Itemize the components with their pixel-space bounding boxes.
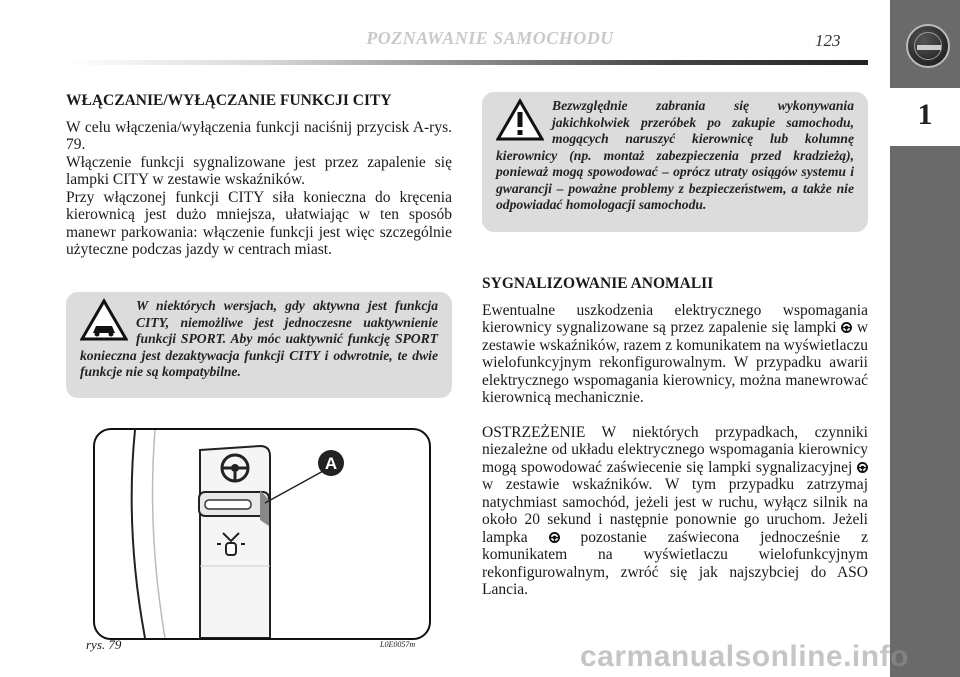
dashboard-button-illustration	[95, 430, 429, 638]
paragraph-city-2: Włączenie funkcji sygnalizowane jest przez zapalenie się lampki CITY w zestawie wskaźników.	[66, 153, 452, 188]
figure-code: L0E0057m	[380, 640, 416, 649]
figure-caption: rys. 79	[86, 637, 122, 652]
steering-warning-lamp-icon	[549, 532, 560, 543]
paragraph-anomalies-2a: OSTRZEŻENIE W niektórych przypadkach, czynniki niezależne od układu elektrycznego wspomagania kierownicy mogą spowodować zaświecenie się lampki sygnalizacyjnej	[482, 423, 868, 476]
warning-box	[482, 92, 868, 232]
paragraph-anomalies-1	[482, 302, 868, 407]
section-heading-anomalies: SYGNALIZOWANIE ANOMALII	[482, 275, 714, 292]
paragraph-anomalies-1b: w zestawie wskaźników, razem z komunikatem na wyświetlaczu wielofunkcyjnym rekonfigurowalnym. W przypadku awarii elektrycznego wspomagania kierownicy, można manewrować kierownicą mechanicznie.	[482, 319, 869, 406]
car-note-icon	[80, 298, 128, 342]
section-heading-city: WŁĄCZANIE/WYŁĄCZANIE FUNKCJI CITY	[66, 92, 392, 109]
header-rule	[65, 60, 868, 65]
note-box	[66, 292, 452, 398]
warning-text: Bezwzględnie zabrania się wykonywania jakichkolwiek przeróbek po zakupie samochodu, mogących naruszyć kierownicę lub kolumnę kierownicy (np. montaż zabezpieczenia przed kradzieżą), ponieważ mogą spowodować – oprócz utraty osiągów systemu i gwarancji – poważne problemy z bezpieczeństwem, a także nie odpowiadać homologacji samochodu.	[496, 98, 854, 212]
warning-triangle-icon	[496, 98, 544, 142]
paragraph-anomalies-2	[482, 424, 868, 599]
watermark: carmanualsonline.info	[580, 640, 909, 673]
chapter-tab[interactable]	[890, 88, 960, 146]
paragraph-anomalies-1a: Ewentualne uszkodzenia elektrycznego wspomagania kierownicy sygnalizowane są przez zapalenie się lampki	[482, 301, 868, 336]
paragraph-city-3: Przy włączonej funkcji CITY siła konieczna do kręcenia kierownicą jest dużo mniejsza, ułatwiając w ten sposób manewr parkowania: włączenie funkcji jest więc szczególnie użyteczne podczas jazdy w centrach miast.	[66, 188, 452, 258]
brand-logo-icon	[906, 24, 950, 68]
right-column	[482, 275, 868, 599]
running-header: POZNAWANIE SAMOCHODU	[366, 28, 614, 48]
steering-warning-lamp-icon	[841, 322, 852, 333]
steering-warning-lamp-icon	[857, 462, 868, 473]
page-number: 123	[815, 31, 841, 50]
paragraph-city-1: W celu włączenia/wyłączenia funkcji naciśnij przycisk A-rys. 79.	[66, 118, 452, 153]
left-column	[66, 92, 452, 259]
chapter-number: 1	[917, 98, 933, 131]
callout-label: A	[324, 454, 338, 473]
paragraph-anomalies-2c: pozostanie zaświecona jednocześnie z komunikatem na wyświetlaczu wielofunkcyjnym rekonfigurowalnym, zwróć się jak najszybciej do ASO Lancia.	[482, 528, 869, 598]
figure-rys-79	[93, 428, 431, 640]
note-text: W niektórych wersjach, gdy aktywna jest funkcja CITY, niemożliwe jest jednoczesne uaktywnienie funkcji SPORT. Aby móc uaktywnić funkcję SPORT konieczna jest dezaktywacja funkcji CITY i odwrotnie, te dwie funkcje nie są kompatybilne.	[80, 298, 438, 379]
paragraph-anomalies-2b: w zestawie wskaźników. W tym przypadku zatrzymaj natychmiast samochód, jeżeli jest w ruchu, wyłącz silnik na około 20 sekund i następnie ponownie go uruchom. Jeżeli lampka	[482, 476, 868, 546]
